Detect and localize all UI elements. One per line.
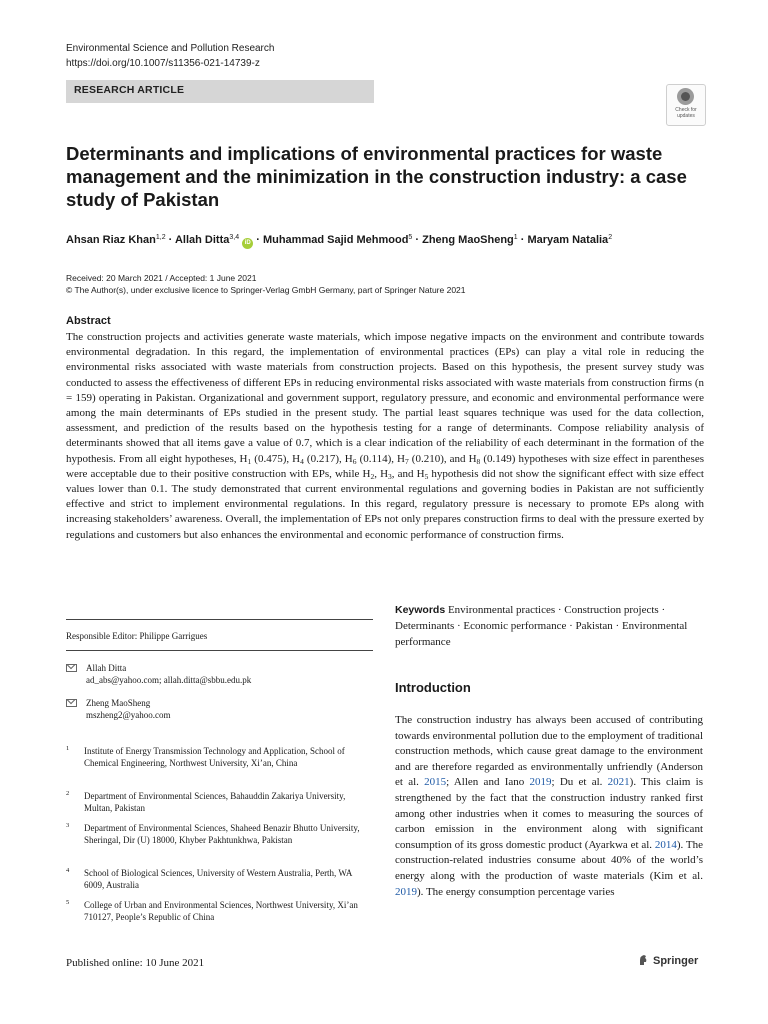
article-title: Determinants and implications of environmental practices for waste management and the minimization in the construction industry: a case study of Pakistan (66, 143, 687, 210)
author-affiliation-ref: 5 (408, 234, 413, 241)
divider (66, 650, 373, 651)
envelope-icon (66, 699, 77, 707)
contact-name: Zheng MaoSheng (86, 698, 151, 708)
affiliation-number: 5 (66, 899, 70, 906)
journal-name: Environmental Science and Pollution Research (66, 43, 275, 54)
affiliation-text: Department of Environmental Sciences, Bahauddin Zakariya University, Multan, Pakistan (84, 791, 346, 813)
publisher-logo (638, 954, 698, 967)
received-accepted-dates: Received: 20 March 2021 / Accepted: 1 June 2021 (66, 273, 257, 283)
affiliation-number: 4 (66, 867, 70, 874)
published-online-date: Published online: 10 June 2021 (66, 957, 205, 969)
affiliation-number: 2 (66, 790, 70, 797)
article-dates (66, 272, 466, 296)
author-affiliation-ref: 2 (608, 234, 613, 241)
citation-link[interactable]: 2015 (424, 776, 447, 789)
author-name[interactable]: Muhammad Sajid Mehmood (262, 234, 409, 246)
citation-link[interactable]: 2019 (529, 776, 552, 789)
envelope-icon (66, 664, 77, 672)
affiliation-text: Institute of Energy Transmission Technology and Application, School of Chemical Engineering, Northwest University, Xi’an, China (84, 746, 345, 768)
abstract-heading: Abstract (66, 315, 111, 327)
doi-link[interactable]: https://doi.org/10.1007/s11356-021-14739-z (66, 58, 260, 69)
author-name[interactable]: Maryam Natalia (527, 234, 609, 246)
check-for-updates-badge[interactable] (666, 84, 706, 126)
author-name[interactable]: Zheng MaoSheng (422, 234, 514, 246)
check-updates-label: Check for updates (675, 107, 697, 119)
keywords-label: Keywords (395, 604, 446, 616)
affiliation-text: College of Urban and Environmental Sciences, Northwest University, Xi’an 710127, People’s Republic of China (84, 900, 358, 922)
journal-header (66, 41, 274, 71)
keywords-list: Environmental practices · Construction projects · Determinants · Economic performance · Pakistan · Environmental performance (395, 604, 688, 648)
author-name[interactable]: Allah Ditta (174, 234, 230, 246)
copyright-line: © The Author(s), under exclusive licence to Springer-Verlag GmbH Germany, part of Springer Nature 2021 (66, 285, 466, 295)
citation-link[interactable]: 2019 (395, 885, 417, 898)
article-type-banner (66, 80, 374, 103)
publisher-name: Springer (653, 955, 699, 967)
author-affiliation-ref: 1,2 (155, 234, 166, 241)
introduction-body: The construction industry has always been accused of contributing towards environmental pollution due to the employment of traditional construction methods, which cause great damage to the environment and are therefore regarded as environmentally unfriendly (Anderson et al. 2015; Allen and Iano 2019; Du et al. 2021). This claim is strengthened by the fact that the construction industry ranked first among other industries when it comes to measuring the sources of carbon emission in the environment along with significant consumption of its gross domestic product (Ayarkwa et al. 2014). The construction-related industries consume about 40% of the world’s energy along with the production of waste materials (Kim et al. 2019). The energy consumption percentage varies (395, 714, 703, 898)
orcid-icon[interactable]: iD (242, 238, 253, 249)
introduction-heading: Introduction (395, 680, 471, 695)
article-type-label: RESEARCH ARTICLE (74, 84, 185, 96)
author-affiliation-ref: 3,4 (229, 234, 240, 241)
contact-email[interactable]: mszheng2@yahoo.com (86, 710, 171, 720)
citation-link[interactable]: 2014 (654, 838, 677, 851)
author-name[interactable]: Ahsan Riaz Khan (66, 234, 156, 246)
citation-link[interactable]: 2021 (607, 776, 630, 789)
affiliation-number: 3 (66, 822, 70, 829)
author-list: Ahsan Riaz Khan$^{1,2}$ · Allah Ditta$^{3,4}$ iD · Muhammad Sajid Mehmood$^5$ · Zheng MaoSheng$^1$ · Maryam Natalia$^2$ (66, 230, 726, 249)
abstract-body: The construction projects and activities generate waste materials, which impose negative impacts on the environment and contribute towards environmental degradation. In this regard, the implementation of environmental practices (EPs) can play a vital role in reducing the environmental risks associated with waste materials from construction projects. Based on this hypothesis, the present survey study was conducted to assess the effectiveness of different EPs in reducing environmental risks associated with waste materials from construction firms (n = 159) operating in Pakistan. Organizational and government support, regulatory pressure, and economic and environmental performance were among the main determinants of EPs studied in the present study. The partial least squares technique was used for the data collection, assessment, and prediction of the results based on the hypothesis testing for a range of determinants. Compose reliability analysis of determinants showed that all items gave a value of 0.7, which is a clear indication of the reliability of each determinant in the formation of the hypothesis. From all eight hypotheses, $H_1$ (0.475), $H_4$ (0.217), $H_6$ (0.114), $H_7$ (0.210), and $H_8$ (0.149) hypotheses with size effect in parentheses were acceptable due to their positive construction with EPs, while $H_2$, $H_3$, and $H_5$ hypothesis did not show the significant effect with size effect values lower than 0.1. The study demonstrated that current environmental regulations and governing bodies in Pakistan are not sufficiently effective and strict to implement environmental regulations. In this regard, regulatory pressure is necessary to promote EPs along with increasing stakeholders’ awareness. Overall, the implementation of EPs not only prepares construction firms to deal with the pressure exerted by regulations and customers but also enhances the environmental and economic performance of construction firms. (66, 331, 704, 541)
affiliation-text: Department of Environmental Sciences, Shaheed Benazir Bhutto University, Sheringal, Dir (U) 18000, Khyber Pakhtunkhwa, Pakistan (84, 823, 360, 845)
affiliation-text: School of Biological Sciences, University of Western Australia, Perth, WA 6009, Australia (84, 868, 352, 890)
affiliation-number: 1 (66, 745, 70, 752)
author-affiliation-ref: 1 (513, 234, 518, 241)
springer-horse-icon (638, 954, 648, 966)
responsible-editor: Responsible Editor: Philippe Garrigues (66, 631, 208, 641)
contact-name: Allah Ditta (86, 663, 127, 673)
divider (66, 619, 373, 620)
keywords-section (395, 602, 703, 650)
check-updates-icon (677, 88, 694, 105)
contact-email[interactable]: ad_abs@yahoo.com; allah.ditta@sbbu.edu.pk (86, 675, 252, 685)
